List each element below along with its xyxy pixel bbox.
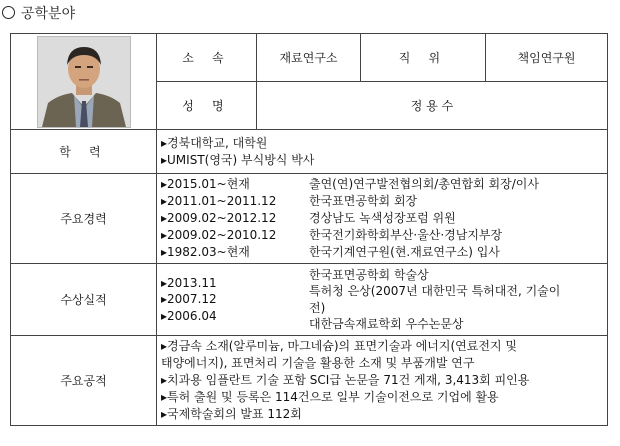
career-period: ▸2011.01~2011.12 (161, 194, 277, 208)
career-row (11, 174, 608, 264)
career-desc: 한국표면공학회 회장 (309, 194, 418, 208)
list-item (161, 244, 603, 261)
list-item: ▸특허 출원 및 등록은 114건으로 일부 기술이전으로 기업에 활용 (161, 390, 499, 404)
awards-descs (309, 267, 603, 333)
awards-list (157, 264, 608, 336)
position-label: 직 위 (361, 34, 486, 82)
award-desc: 전) (309, 300, 326, 315)
list-item: ▸경북대학교, 대학원 (161, 135, 268, 150)
list-item: ▸UMIST(영국) 부식방식 박사 (161, 152, 315, 167)
award-period: ▸2007.12 (161, 292, 217, 306)
awards-row (11, 264, 608, 336)
list-item: ▸경금속 소재(알루미늄, 마그네슘)의 표면기술과 에너지(연료전지 및 (161, 339, 517, 353)
career-period: ▸2009.02~2012.12 (161, 211, 277, 225)
circle-outline-icon (2, 6, 15, 19)
career-desc: 한국전기화학회부산·울산·경남지부장 (309, 228, 503, 242)
award-desc: 한국표면공학회 학술상 (309, 267, 429, 282)
awards-label: 수상실적 (11, 264, 157, 336)
list-item: 태양에너지), 표면처리 기술을 활용한 소재 및 부품개발 연구 (161, 356, 475, 370)
achievements-list (157, 336, 608, 426)
section-title: 공학분야 (21, 6, 76, 22)
name-label: 성 명 (157, 82, 257, 130)
career-desc: 경상남도 녹색성장포럼 위원 (309, 211, 456, 225)
affiliation-value: 재료연구소 (257, 34, 361, 82)
award-period: ▸2013.11 (161, 275, 217, 290)
education-list (157, 130, 608, 174)
profile-table (10, 33, 608, 426)
award-desc: 대한금속재료학회 우수논문상 (309, 317, 464, 331)
list-item (161, 176, 603, 193)
career-label: 주요경력 (11, 174, 157, 264)
career-desc: 한국기계연구원(현.재료연구소) 입사 (309, 245, 500, 259)
list-item (161, 193, 603, 210)
achievements-label: 주요공적 (11, 336, 157, 426)
award-desc: 특허청 은상(2007년 대한민국 특허대전, 기술이 (309, 284, 561, 298)
career-list (157, 174, 608, 264)
list-item: ▸국제학술회의 발표 112회 (161, 407, 302, 421)
photo-cell (11, 34, 157, 130)
career-period: ▸2009.02~2010.12 (161, 228, 277, 242)
list-item: ▸치과용 임플란트 기술 포함 SCI급 논문을 71건 게재, 3,413회 피인용 (161, 373, 530, 387)
education-label: 학 력 (11, 130, 157, 174)
section-heading (2, 2, 75, 26)
award-period: ▸2006.04 (161, 308, 217, 323)
list-item (161, 210, 603, 227)
education-row (11, 130, 608, 174)
achievements-row (11, 336, 608, 426)
awards-periods (161, 267, 309, 333)
name-value: 정 용 수 (257, 82, 608, 130)
position-value: 책임연구원 (486, 34, 608, 82)
list-item (161, 227, 603, 244)
career-period: ▸2015.01~현재 (161, 177, 250, 191)
profile-row-affiliation (11, 34, 608, 82)
career-period: ▸1982.03~현재 (161, 245, 250, 259)
affiliation-label: 소 속 (157, 34, 257, 82)
career-desc: 출연(연)연구발전협의회/총연합회 회장/이사 (309, 177, 539, 191)
person-portrait-icon (37, 36, 131, 128)
